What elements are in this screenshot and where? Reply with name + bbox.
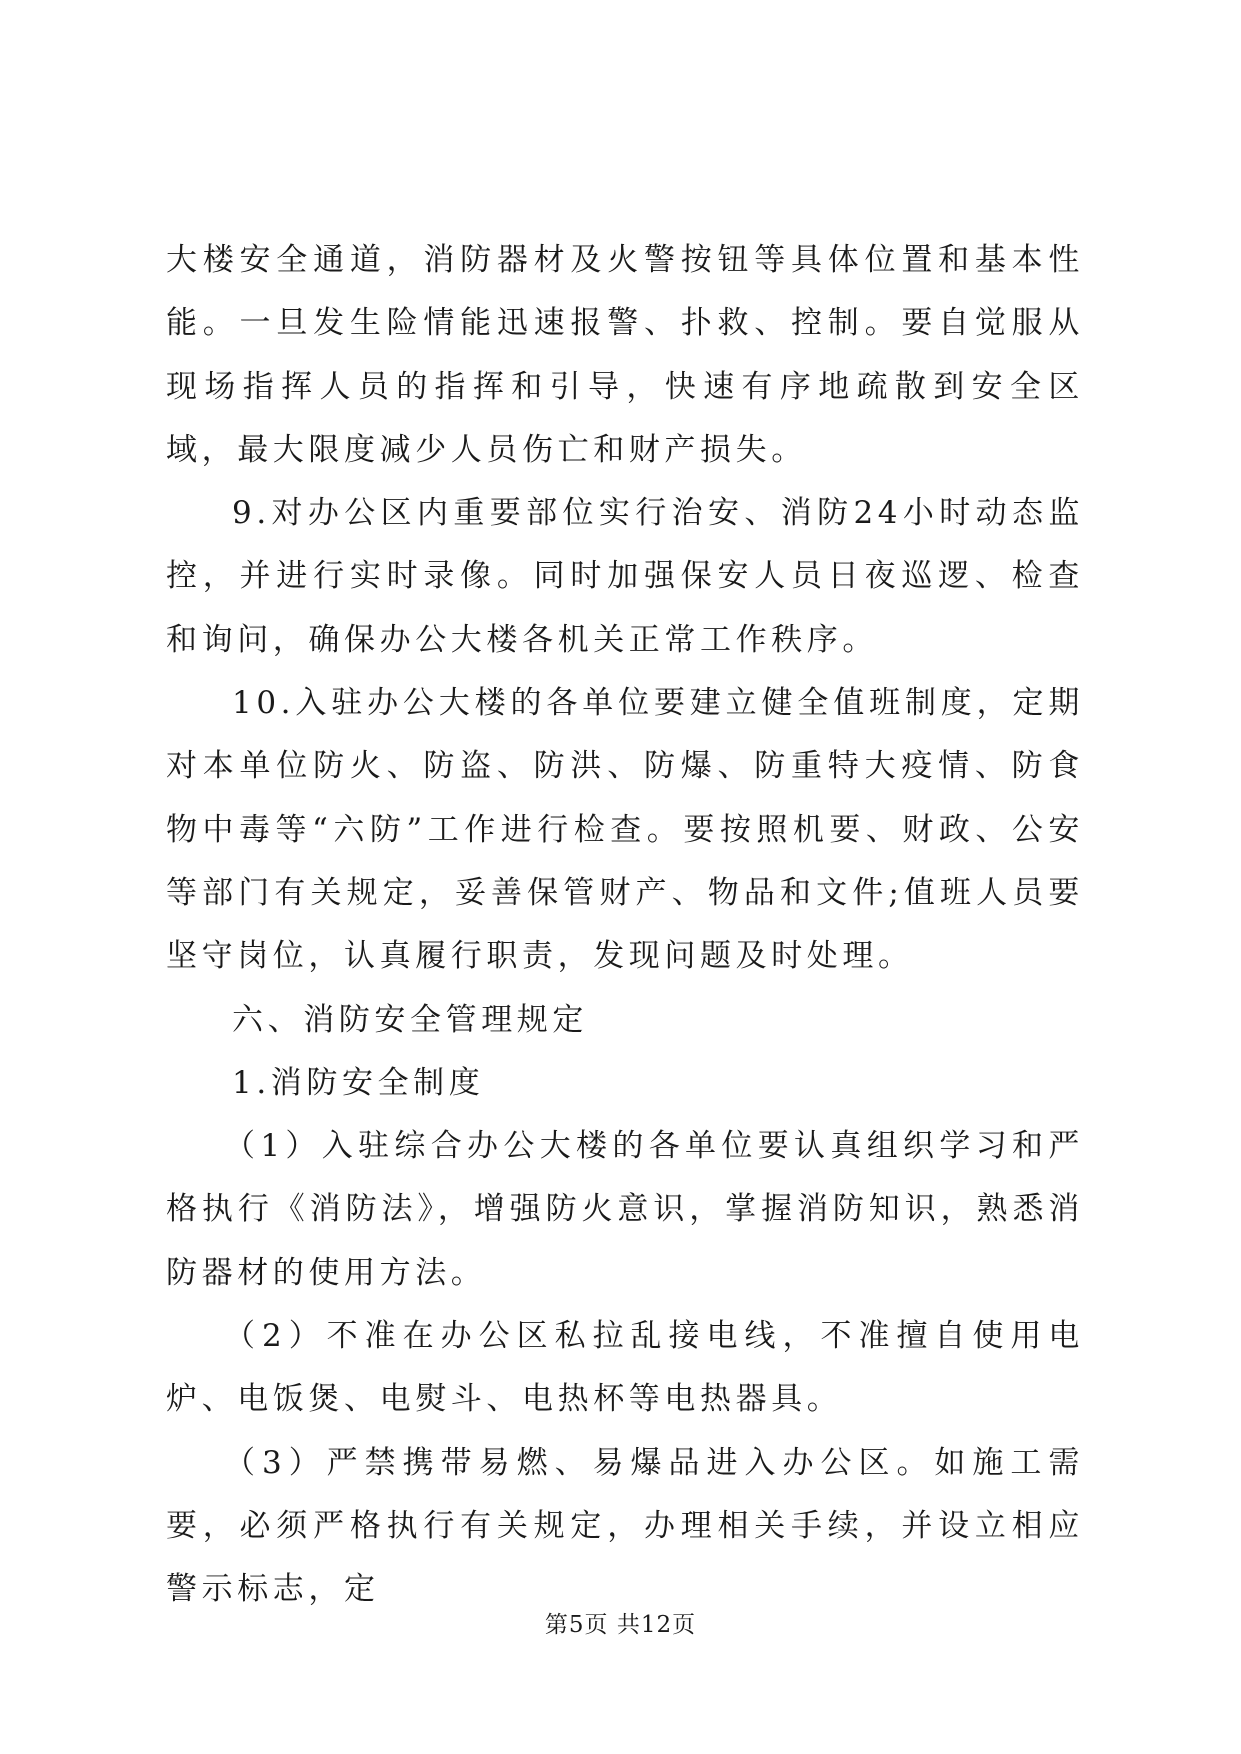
page-number-footer: 第5页 共12页 [544,1612,697,1638]
paragraph-rule-1: （1）入驻综合办公大楼的各单位要认真组织学习和严格执行《消防法》，增强防火意识，掌握消防知识，熟悉消防器材的使用方法。 [166,1128,1084,1291]
paragraph-rule-2: （2）不准在办公区私拉乱接电线，不准擅自使用电炉、电饭煲、电熨斗、电热杯等电热器具。 [166,1318,1084,1418]
paragraph-rule-3: （3）严禁携带易燃、易爆品进入办公区。如施工需要，必须严格执行有关规定，办理相关手续，并设立相应警示标志，定 [166,1444,1084,1608]
paragraph-fire-safety-continued: 大楼安全通道，消防器材及火警按钮等具体位置和基本性能。一旦发生险情能迅速报警、扑救、控制。要自觉服从现场指挥人员的指挥和引导，快速有序地疏散到安全区域，最大限度减少人员伤亡和财产损失。 [166,242,1084,468]
section-heading-fire-safety: 六、消防安全管理规定 [232,1001,588,1038]
paragraph-item-9-monitoring: 9.对办公区内重要部位实行治安、消防24小时动态监控，并进行实时录像。同时加强保安人员日夜巡逻、检查和询问，确保办公大楼各机关正常工作秩序。 [166,495,1084,658]
document-body [166,229,1084,1622]
paragraph-item-10-duty-system: 10.入驻办公大楼的各单位要建立健全值班制度，定期对本单位防火、防盗、防洪、防爆、防重特大疫情、防食物中毒等“六防”工作进行检查。要按照机要、财政、公安等部门有关规定，妥善保管财产、物品和文件;值班人员要坚守岗位，认真履行职责，发现问题及时处理。 [166,685,1084,975]
subheading-fire-safety-system: 1.消防安全制度 [232,1064,485,1101]
